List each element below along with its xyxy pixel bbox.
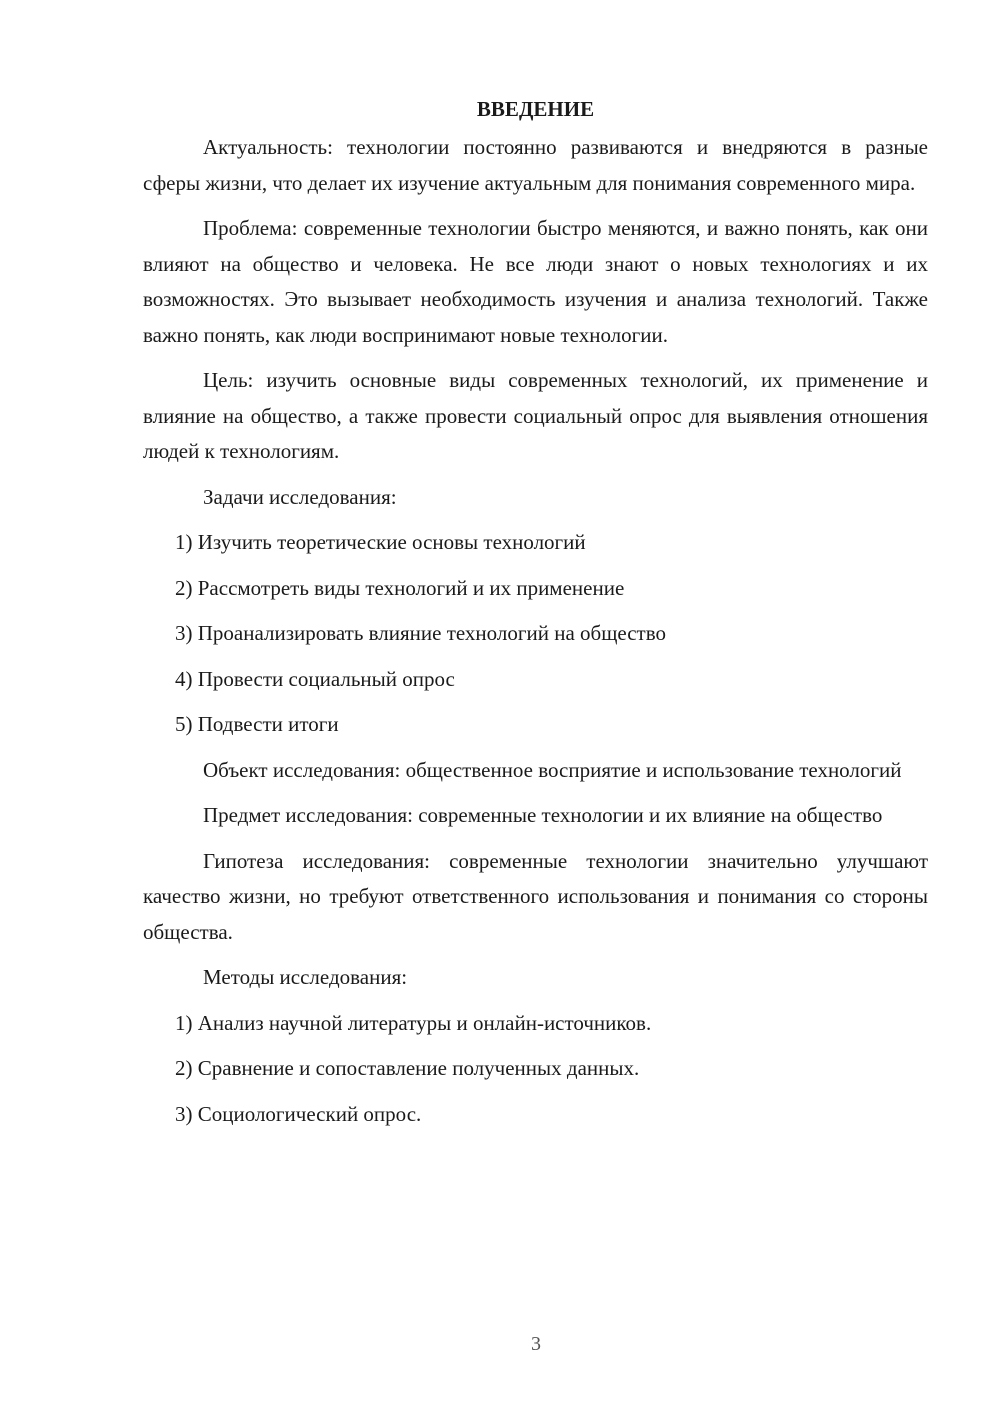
list-item: 4) Провести социальный опрос — [175, 666, 455, 691]
section-title: ВВЕДЕНИЕ — [476, 97, 595, 121]
list-item: 5) Подвести итоги — [175, 712, 339, 736]
list-item: 2) Рассмотреть виды технологий и их применение — [175, 575, 625, 600]
object-paragraph: Объект исследования: общественное восприятие и использование технологий — [203, 757, 902, 782]
page-number: 3 — [531, 1333, 541, 1355]
tasks-heading: Задачи исследования: — [203, 484, 397, 509]
list-item: 2) Сравнение и сопоставление полученных данных. — [175, 1056, 640, 1080]
list-item: 1) Изучить теоретические основы технологий — [175, 530, 586, 554]
list-item: 3) Социологический опрос. — [175, 1101, 422, 1126]
list-item: 3) Проанализировать влияние технологий на общество — [175, 621, 666, 645]
hypothesis-paragraph: Гипотеза исследования: современные технологии значительно улучшают качество жизни, но требуют ответственного использования и понимания со стороны общества. — [143, 848, 928, 944]
list-item: 1) Анализ научной литературы и онлайн-источников. — [175, 1010, 652, 1035]
problem-paragraph: Проблема: современные технологии быстро меняются, и важно понять, как они влияют на общество и человека. Не все люди знают о новых технологиях и их возможностях. Это вызывает необходимость изучения и анализа технологий. Также важно понять, как люди воспринимают новые технологии. — [143, 216, 928, 347]
goal-paragraph: Цель: изучить основные виды современных технологий, их применение и влияние на общество, а также провести социальный опрос для выявления отношения людей к технологиям. — [143, 368, 928, 463]
methods-heading: Методы исследования: — [203, 965, 408, 989]
relevance-paragraph: Актуальность: технологии постоянно развиваются и внедряются в разные сферы жизни, что делает их изучение актуальным для понимания современного мира. — [143, 135, 928, 195]
document-content — [143, 92, 928, 1142]
subject-paragraph: Предмет исследования: современные технологии и их влияние на общество — [203, 803, 883, 827]
tasks-list — [143, 525, 928, 743]
methods-list — [143, 1006, 928, 1133]
